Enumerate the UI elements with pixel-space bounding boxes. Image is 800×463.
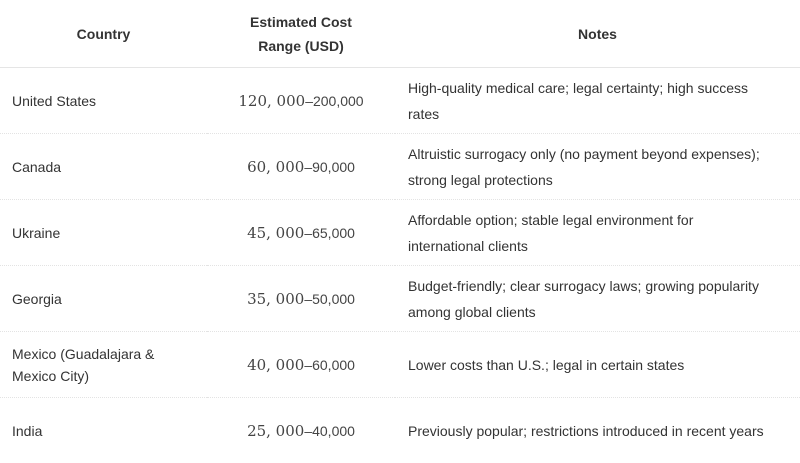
cost-cell	[207, 332, 395, 398]
table-row	[0, 68, 800, 134]
cost-cell	[207, 200, 395, 266]
table-row	[0, 200, 800, 266]
notes-cell: Previously popular; restrictions introduced in recent years	[395, 398, 800, 463]
country-cell: India	[0, 398, 207, 463]
table-row	[0, 266, 800, 332]
table-row	[0, 332, 800, 398]
cost-low: 25, 000	[247, 422, 304, 440]
cost-cell	[207, 68, 395, 134]
cost-high: –60,000	[304, 357, 355, 373]
header-cost-line1: Estimated Cost	[250, 14, 352, 30]
cost-high: –50,000	[304, 291, 355, 307]
cost-low: 45, 000	[247, 224, 304, 242]
notes-cell: Lower costs than U.S.; legal in certain states	[395, 332, 800, 398]
table-row	[0, 398, 800, 463]
notes-cell: Affordable option; stable legal environment for international clients	[395, 200, 800, 266]
cost-high: –200,000	[305, 93, 363, 109]
notes-cell: Altruistic surrogacy only (no payment beyond expenses); strong legal protections	[395, 134, 800, 200]
header-cost-line2: Range (USD)	[258, 38, 344, 54]
country-cell: United States	[0, 68, 207, 134]
country-cell: Mexico (Guadalajara & Mexico City)	[0, 332, 207, 398]
cost-cell	[207, 266, 395, 332]
header-notes: Notes	[395, 0, 800, 68]
header-row	[0, 0, 800, 68]
country-cell: Canada	[0, 134, 207, 200]
cost-high: –65,000	[304, 225, 355, 241]
table-header	[0, 0, 800, 68]
cost-low: 35, 000	[247, 290, 304, 308]
cost-low: 40, 000	[247, 356, 304, 374]
cost-low: 120, 000	[238, 92, 305, 110]
cost-low: 60, 000	[247, 158, 304, 176]
country-cell: Ukraine	[0, 200, 207, 266]
cost-high: –90,000	[304, 159, 355, 175]
cost-cell	[207, 134, 395, 200]
cost-high: –40,000	[304, 423, 355, 439]
country-cell: Georgia	[0, 266, 207, 332]
cost-cell	[207, 398, 395, 463]
header-cost	[207, 0, 395, 68]
notes-cell: High-quality medical care; legal certainty; high success rates	[395, 68, 800, 134]
header-country: Country	[0, 0, 207, 68]
notes-cell: Budget-friendly; clear surrogacy laws; growing popularity among global clients	[395, 266, 800, 332]
table-body	[0, 68, 800, 463]
table-row	[0, 134, 800, 200]
